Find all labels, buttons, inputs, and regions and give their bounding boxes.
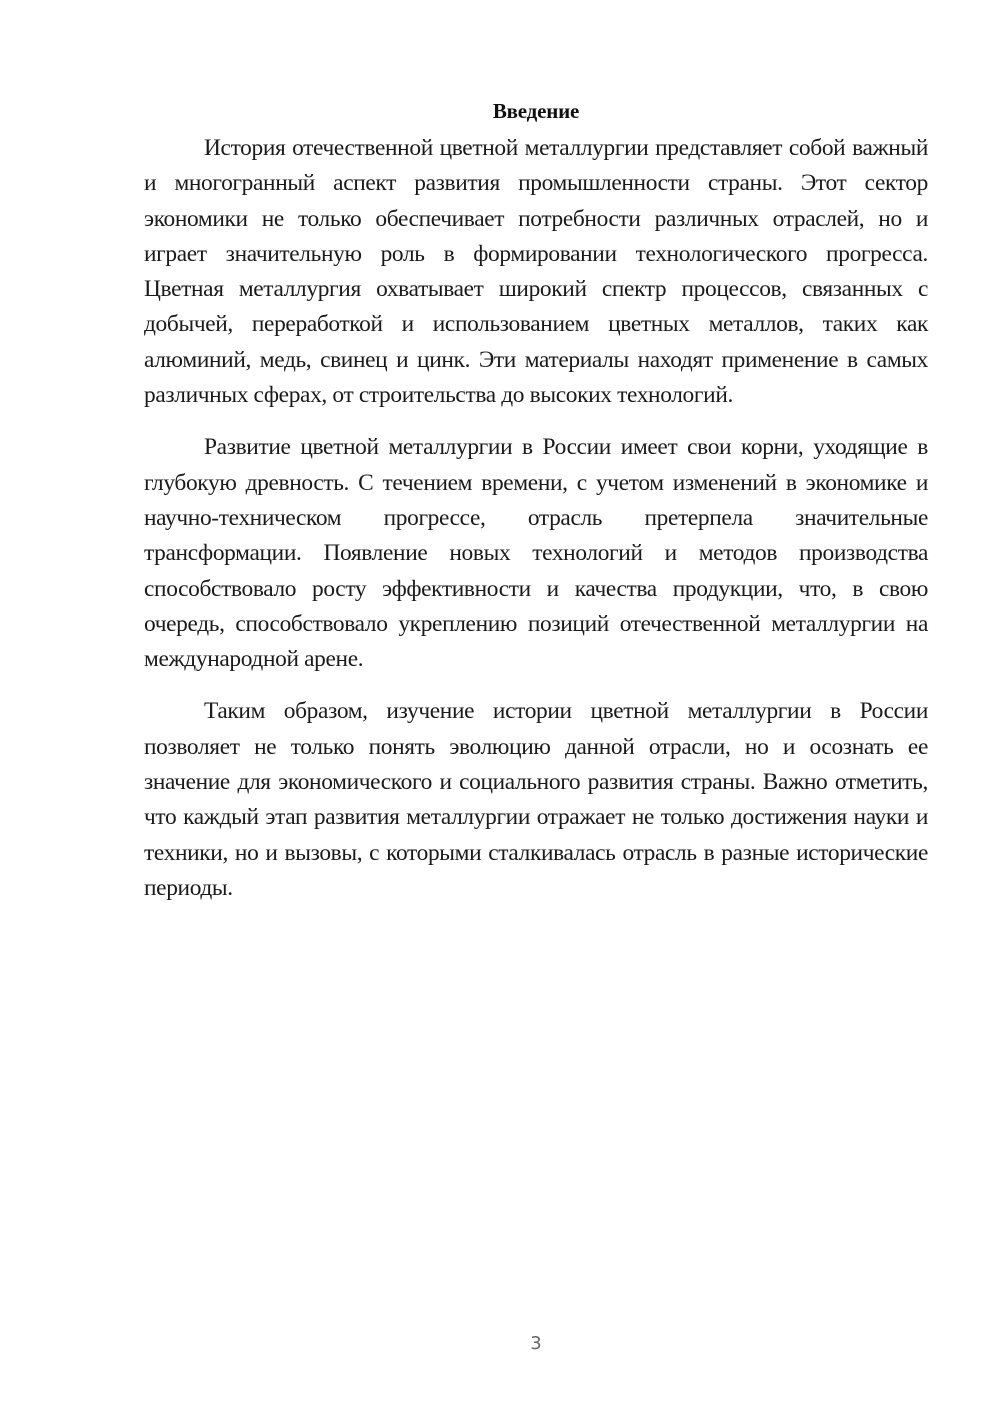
- paragraph-intro: История отечественной цветной металлургии представляет собой важный и многогранный аспект развития промышленности страны. Этот сектор экономики не только обеспечивает потребности различных отраслей, но и играет значительную роль в формировании технологического прогресса. Цветная металлургия охватывает широкий спектр процессов, связанных с добычей, переработкой и использованием цветных металлов, таких как алюминий, медь, свинец и цинк. Эти материалы находят применение в самых различных сферах, от строительства до высоких технологий.: [144, 135, 928, 409]
- page-number: 3: [530, 1333, 542, 1354]
- paragraph-history: Развитие цветной металлургии в России имеет свои корни, уходящие в глубокую древность. С течением времени, с учетом изменений в экономике и научно-техническом прогрессе, отрасль претерпела значительные трансформации. Появление новых технологий и методов производства способствовало росту эффективности и качества продукции, что, в свою очередь, способствовало укреплению позиций отечественной металлургии на международной арене.: [144, 434, 928, 673]
- paragraph-conclusion: Таким образом, изучение истории цветной металлургии в России позволяет не только понять эволюцию данной отрасли, но и осознать ее значение для экономического и социального развития страны. Важно отметить, что каждый этап развития металлургии отражает не только достижения науки и техники, но и вызовы, с которыми сталкивалась отрасль в разные исторические периоды.: [144, 698, 928, 901]
- page-content: [144, 96, 928, 923]
- section-title: Введение: [492, 99, 580, 123]
